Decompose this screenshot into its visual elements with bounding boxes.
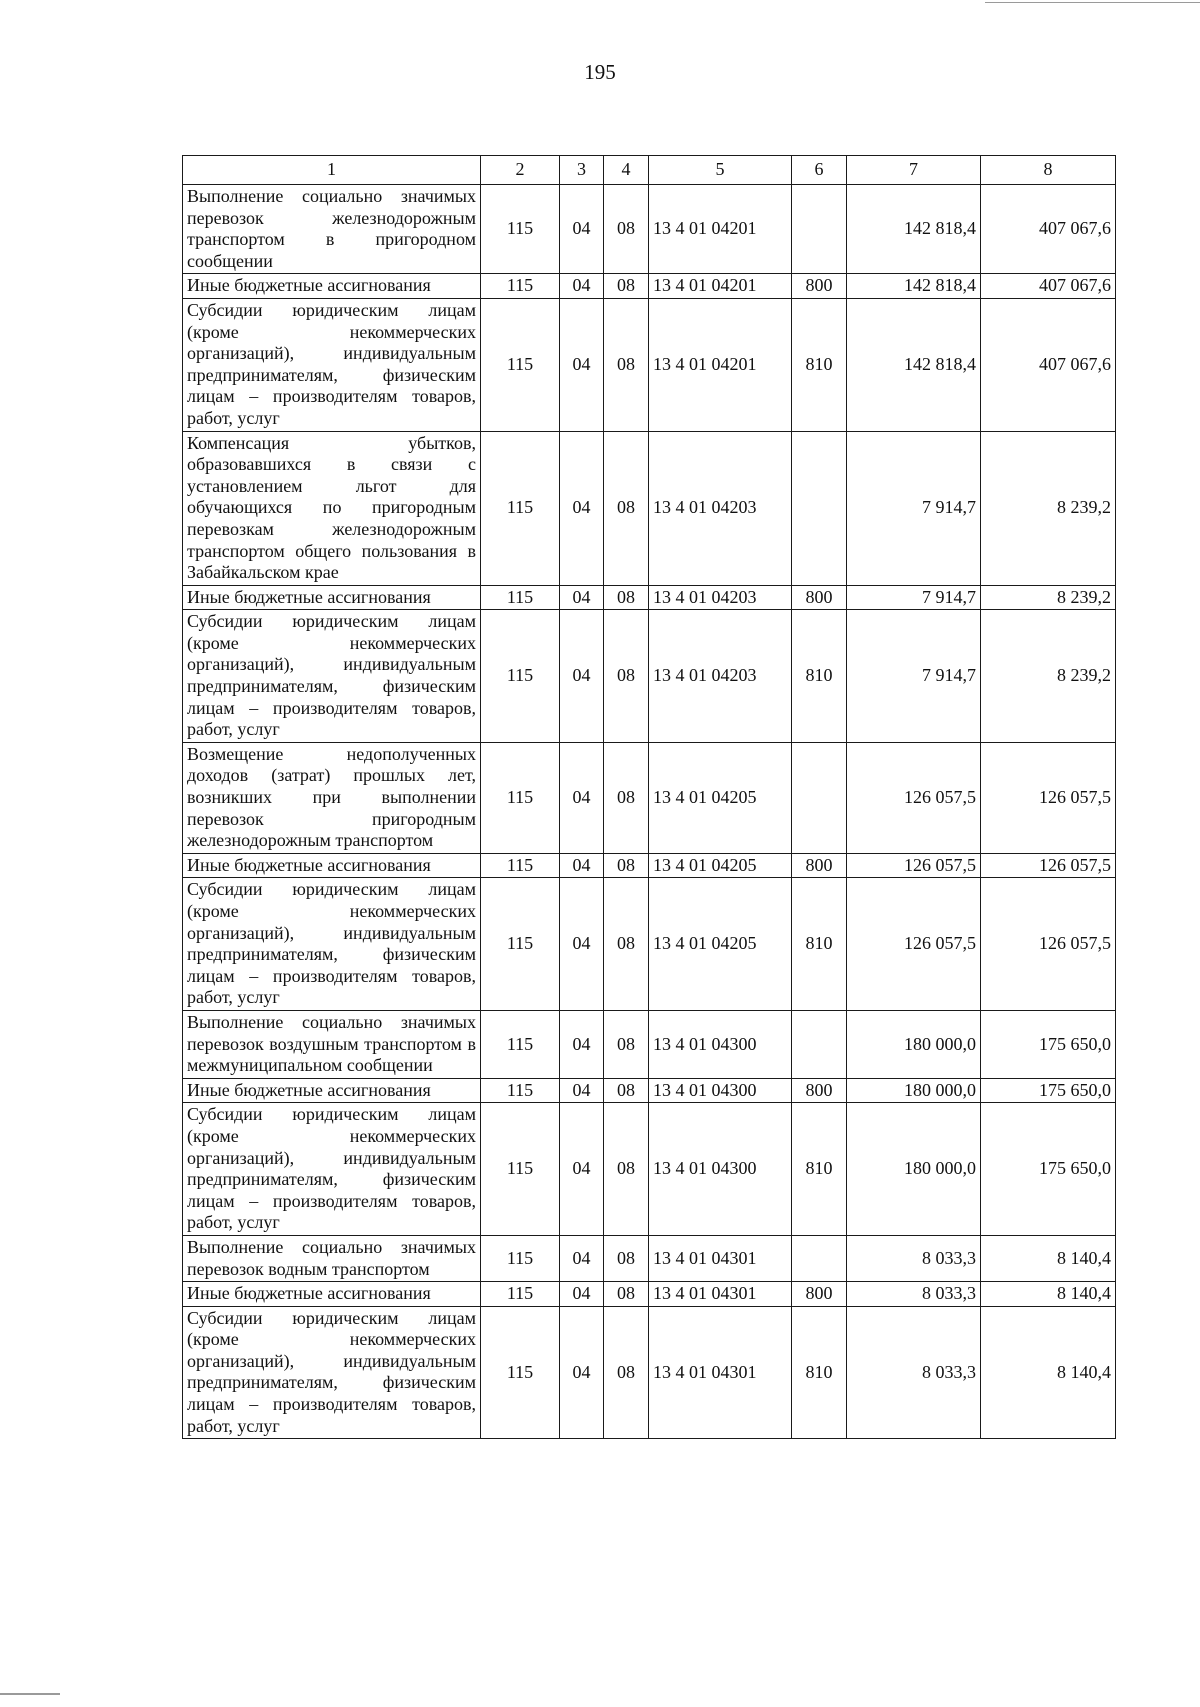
column-header: 7	[847, 156, 981, 185]
item-name-cell: Субсидии юридическим лицам (кроме некоммерческих организаций), индивидуальным предпринимателям, физическим лицам – производителям товаров, работ, услуг	[183, 610, 481, 743]
amount-year-2-cell: 126 057,5	[981, 742, 1116, 853]
amount-year-1-cell: 142 818,4	[847, 185, 981, 274]
item-name-cell: Субсидии юридическим лицам (кроме некоммерческих организаций), индивидуальным предпринимателям, физическим лицам – производителям товаров, работ, услуг	[183, 1103, 481, 1236]
target-article-cell: 13 4 01 04201	[649, 274, 792, 299]
amount-year-2-cell: 175 650,0	[981, 1078, 1116, 1103]
subsection-code-cell: 08	[604, 298, 649, 431]
expense-type-cell	[792, 185, 847, 274]
expense-type-cell: 800	[792, 1078, 847, 1103]
page-number: 195	[584, 60, 616, 84]
expense-type-cell: 800	[792, 1282, 847, 1307]
ministry-code-cell: 115	[481, 1010, 560, 1078]
subsection-code-cell: 08	[604, 878, 649, 1011]
amount-year-2-cell: 8 140,4	[981, 1306, 1116, 1439]
table-row	[183, 1235, 1116, 1281]
ministry-code-cell: 115	[481, 1282, 560, 1307]
ministry-code-cell: 115	[481, 1078, 560, 1103]
column-header: 1	[183, 156, 481, 185]
table-row	[183, 298, 1116, 431]
ministry-code-cell: 115	[481, 1306, 560, 1439]
scan-edge-line	[0, 1693, 60, 1695]
ministry-code-cell: 115	[481, 298, 560, 431]
scan-edge-line	[985, 2, 1200, 3]
section-code-cell: 04	[560, 1235, 604, 1281]
budget-table	[182, 155, 1116, 1439]
table-row	[183, 853, 1116, 878]
expense-type-cell: 800	[792, 274, 847, 299]
subsection-code-cell: 08	[604, 1078, 649, 1103]
ministry-code-cell: 115	[481, 742, 560, 853]
table-row	[183, 185, 1116, 274]
item-name-cell: Компенсация убытков, образовавшихся в связи с установлением льгот для обучающихся по пригородным перевозкам железнодорожным транспортом общего пользования в Забайкальском крае	[183, 431, 481, 585]
expense-type-cell: 810	[792, 878, 847, 1011]
expense-type-cell	[792, 1010, 847, 1078]
table-row	[183, 1010, 1116, 1078]
amount-year-1-cell: 126 057,5	[847, 853, 981, 878]
amount-year-2-cell: 126 057,5	[981, 853, 1116, 878]
item-name-cell: Субсидии юридическим лицам (кроме некоммерческих организаций), индивидуальным предпринимателям, физическим лицам – производителям товаров, работ, услуг	[183, 878, 481, 1011]
item-name-cell: Субсидии юридическим лицам (кроме некоммерческих организаций), индивидуальным предпринимателям, физическим лицам – производителям товаров, работ, услуг	[183, 298, 481, 431]
subsection-code-cell: 08	[604, 1306, 649, 1439]
subsection-code-cell: 08	[604, 1103, 649, 1236]
ministry-code-cell: 115	[481, 274, 560, 299]
section-code-cell: 04	[560, 431, 604, 585]
subsection-code-cell: 08	[604, 610, 649, 743]
target-article-cell: 13 4 01 04301	[649, 1235, 792, 1281]
subsection-code-cell: 08	[604, 853, 649, 878]
item-name-cell: Выполнение социально значимых перевозок воздушным транспортом в межмуниципальном сообщении	[183, 1010, 481, 1078]
amount-year-1-cell: 8 033,3	[847, 1235, 981, 1281]
expense-type-cell: 800	[792, 585, 847, 610]
column-header: 2	[481, 156, 560, 185]
column-header: 6	[792, 156, 847, 185]
amount-year-1-cell: 8 033,3	[847, 1282, 981, 1307]
table-row	[183, 878, 1116, 1011]
expense-type-cell	[792, 431, 847, 585]
section-code-cell: 04	[560, 1010, 604, 1078]
subsection-code-cell: 08	[604, 1282, 649, 1307]
ministry-code-cell: 115	[481, 185, 560, 274]
target-article-cell: 13 4 01 04203	[649, 585, 792, 610]
target-article-cell: 13 4 01 04300	[649, 1103, 792, 1236]
table-row	[183, 431, 1116, 585]
ministry-code-cell: 115	[481, 1235, 560, 1281]
subsection-code-cell: 08	[604, 185, 649, 274]
amount-year-2-cell: 407 067,6	[981, 274, 1116, 299]
section-code-cell: 04	[560, 1306, 604, 1439]
column-header: 4	[604, 156, 649, 185]
section-code-cell: 04	[560, 1282, 604, 1307]
subsection-code-cell: 08	[604, 1235, 649, 1281]
expense-type-cell: 810	[792, 610, 847, 743]
ministry-code-cell: 115	[481, 878, 560, 1011]
amount-year-2-cell: 8 239,2	[981, 431, 1116, 585]
section-code-cell: 04	[560, 878, 604, 1011]
subsection-code-cell: 08	[604, 585, 649, 610]
amount-year-1-cell: 142 818,4	[847, 298, 981, 431]
section-code-cell: 04	[560, 610, 604, 743]
item-name-cell: Иные бюджетные ассигнования	[183, 1282, 481, 1307]
section-code-cell: 04	[560, 274, 604, 299]
target-article-cell: 13 4 01 04201	[649, 185, 792, 274]
table-row	[183, 742, 1116, 853]
target-article-cell: 13 4 01 04205	[649, 742, 792, 853]
target-article-cell: 13 4 01 04203	[649, 431, 792, 585]
expense-type-cell	[792, 742, 847, 853]
amount-year-2-cell: 126 057,5	[981, 878, 1116, 1011]
section-code-cell: 04	[560, 585, 604, 610]
table-row	[183, 1282, 1116, 1307]
section-code-cell: 04	[560, 1103, 604, 1236]
subsection-code-cell: 08	[604, 1010, 649, 1078]
amount-year-1-cell: 126 057,5	[847, 742, 981, 853]
table-row	[183, 1103, 1116, 1236]
subsection-code-cell: 08	[604, 431, 649, 585]
section-code-cell: 04	[560, 853, 604, 878]
item-name-cell: Субсидии юридическим лицам (кроме некоммерческих организаций), индивидуальным предпринимателям, физическим лицам – производителям товаров, работ, услуг	[183, 1306, 481, 1439]
column-header: 5	[649, 156, 792, 185]
target-article-cell: 13 4 01 04300	[649, 1010, 792, 1078]
item-name-cell: Выполнение социально значимых перевозок водным транспортом	[183, 1235, 481, 1281]
expense-type-cell: 810	[792, 1306, 847, 1439]
amount-year-1-cell: 180 000,0	[847, 1010, 981, 1078]
amount-year-1-cell: 7 914,7	[847, 585, 981, 610]
ministry-code-cell: 115	[481, 431, 560, 585]
target-article-cell: 13 4 01 04301	[649, 1282, 792, 1307]
amount-year-1-cell: 7 914,7	[847, 610, 981, 743]
amount-year-2-cell: 8 140,4	[981, 1282, 1116, 1307]
section-code-cell: 04	[560, 1078, 604, 1103]
item-name-cell: Иные бюджетные ассигнования	[183, 585, 481, 610]
target-article-cell: 13 4 01 04203	[649, 610, 792, 743]
amount-year-1-cell: 8 033,3	[847, 1306, 981, 1439]
target-article-cell: 13 4 01 04301	[649, 1306, 792, 1439]
target-article-cell: 13 4 01 04205	[649, 853, 792, 878]
section-code-cell: 04	[560, 742, 604, 853]
table-row	[183, 585, 1116, 610]
ministry-code-cell: 115	[481, 1103, 560, 1236]
subsection-code-cell: 08	[604, 742, 649, 853]
amount-year-2-cell: 8 239,2	[981, 610, 1116, 743]
column-header: 8	[981, 156, 1116, 185]
amount-year-2-cell: 407 067,6	[981, 298, 1116, 431]
amount-year-1-cell: 180 000,0	[847, 1078, 981, 1103]
table-header-row	[183, 156, 1116, 185]
table-row	[183, 1078, 1116, 1103]
target-article-cell: 13 4 01 04300	[649, 1078, 792, 1103]
item-name-cell: Иные бюджетные ассигнования	[183, 1078, 481, 1103]
amount-year-2-cell: 8 140,4	[981, 1235, 1116, 1281]
target-article-cell: 13 4 01 04205	[649, 878, 792, 1011]
amount-year-1-cell: 180 000,0	[847, 1103, 981, 1236]
target-article-cell: 13 4 01 04201	[649, 298, 792, 431]
amount-year-2-cell: 175 650,0	[981, 1010, 1116, 1078]
table-body	[183, 185, 1116, 1439]
expense-type-cell: 800	[792, 853, 847, 878]
amount-year-1-cell: 142 818,4	[847, 274, 981, 299]
ministry-code-cell: 115	[481, 610, 560, 743]
section-code-cell: 04	[560, 298, 604, 431]
ministry-code-cell: 115	[481, 585, 560, 610]
column-header: 3	[560, 156, 604, 185]
item-name-cell: Возмещение недополученных доходов (затрат) прошлых лет, возникших при выполнении перевозок пригородным железнодорожным транспортом	[183, 742, 481, 853]
amount-year-2-cell: 407 067,6	[981, 185, 1116, 274]
ministry-code-cell: 115	[481, 853, 560, 878]
amount-year-2-cell: 8 239,2	[981, 585, 1116, 610]
expense-type-cell: 810	[792, 298, 847, 431]
amount-year-2-cell: 175 650,0	[981, 1103, 1116, 1236]
amount-year-1-cell: 7 914,7	[847, 431, 981, 585]
table-row	[183, 1306, 1116, 1439]
table-row	[183, 274, 1116, 299]
subsection-code-cell: 08	[604, 274, 649, 299]
item-name-cell: Иные бюджетные ассигнования	[183, 274, 481, 299]
expense-type-cell: 810	[792, 1103, 847, 1236]
amount-year-1-cell: 126 057,5	[847, 878, 981, 1011]
table-row	[183, 610, 1116, 743]
expense-type-cell	[792, 1235, 847, 1281]
item-name-cell: Выполнение социально значимых перевозок железнодорожным транспортом в пригородном сообщении	[183, 185, 481, 274]
section-code-cell: 04	[560, 185, 604, 274]
item-name-cell: Иные бюджетные ассигнования	[183, 853, 481, 878]
